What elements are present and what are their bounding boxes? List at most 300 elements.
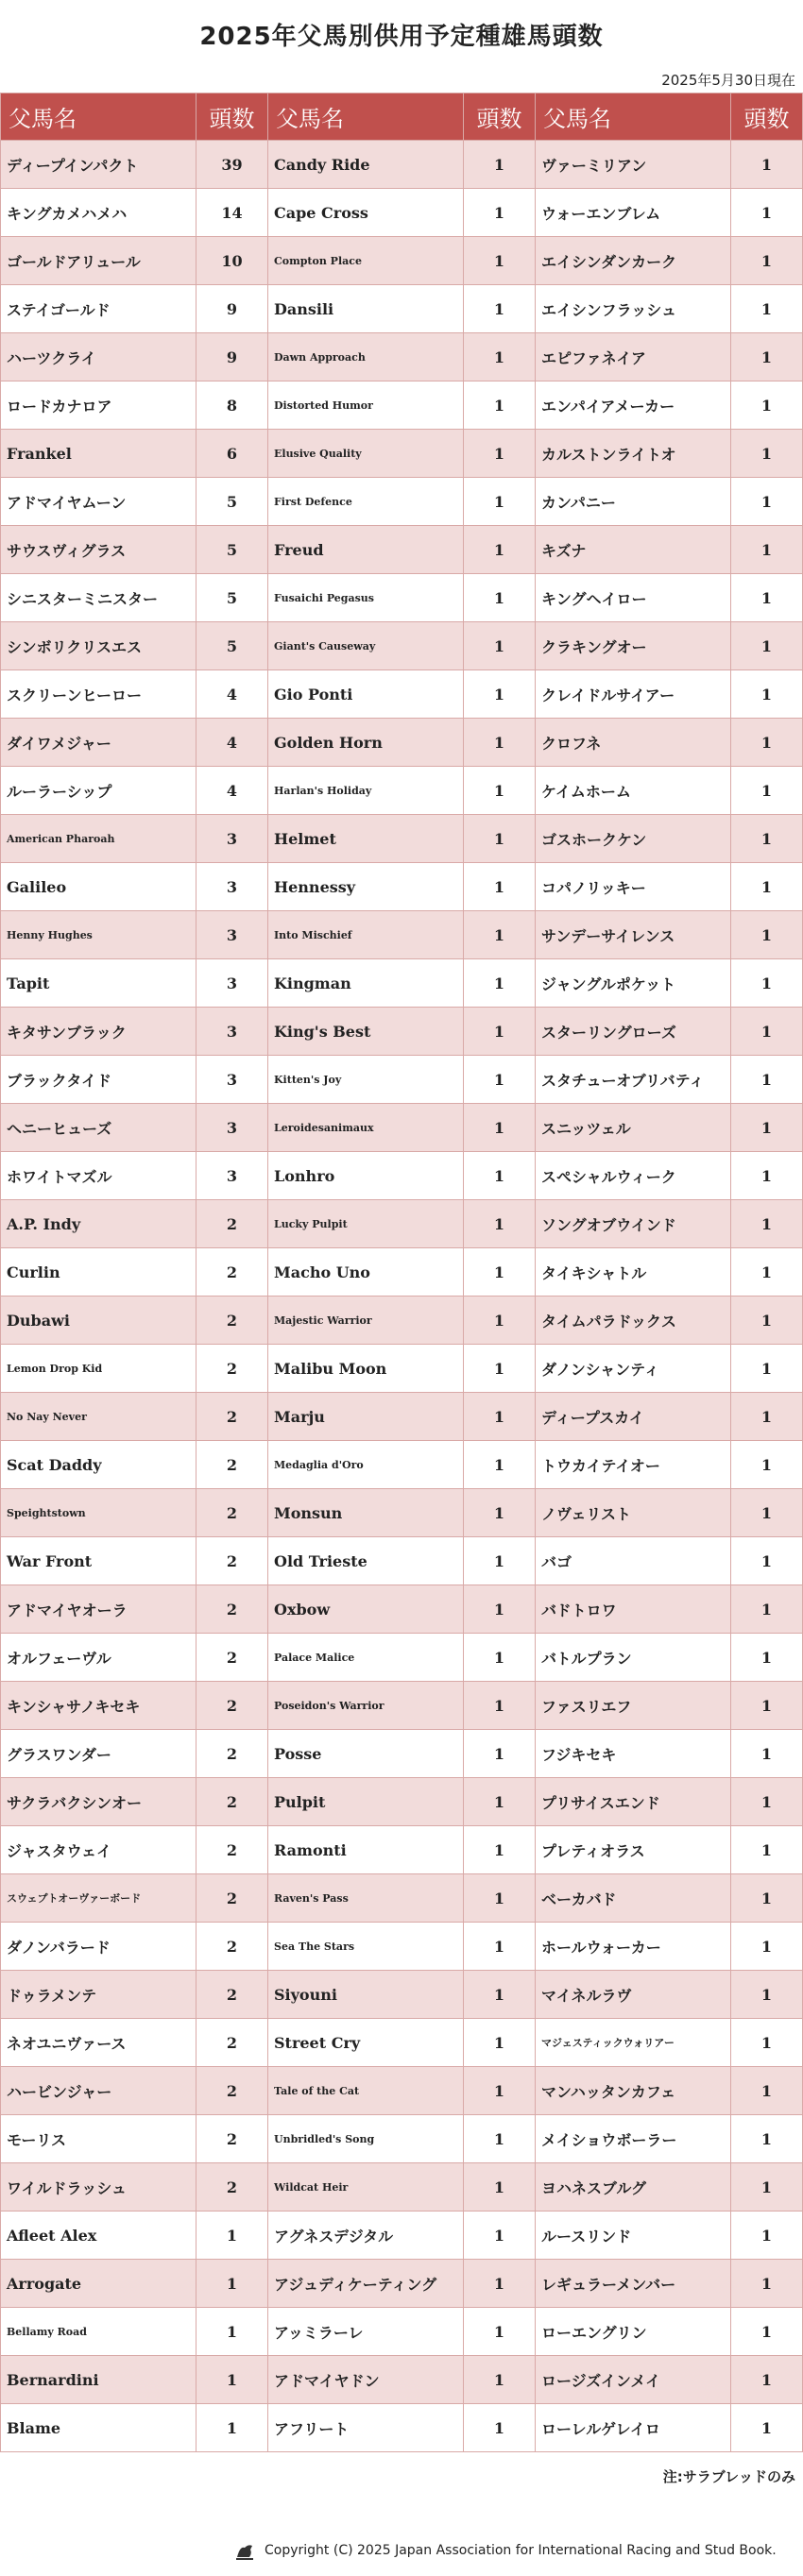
- count-cell: 1: [464, 959, 536, 1008]
- table-row: [1, 1730, 803, 1778]
- sire-name-cell: Tale of the Cat: [268, 2067, 464, 2115]
- table-row: [1, 237, 803, 285]
- sire-name-cell: Arrogate: [1, 2260, 196, 2308]
- sire-name-cell: キズナ: [536, 526, 731, 574]
- count-cell: 8: [196, 381, 268, 430]
- count-cell: 2: [196, 2067, 268, 2115]
- sire-name-cell: Unbridled's Song: [268, 2115, 464, 2163]
- count-cell: 1: [731, 1585, 803, 1634]
- sire-name-cell: Sea The Stars: [268, 1923, 464, 1971]
- count-cell: 1: [731, 2308, 803, 2356]
- table-row: [1, 141, 803, 189]
- sire-name-cell: ダイワメジャー: [1, 719, 196, 767]
- sire-name-cell: Kingman: [268, 959, 464, 1008]
- count-cell: 2: [196, 1778, 268, 1826]
- count-cell: 5: [196, 526, 268, 574]
- table-row: [1, 1296, 803, 1345]
- table-row: [1, 1971, 803, 2019]
- sire-name-cell: Freud: [268, 526, 464, 574]
- table-row: [1, 430, 803, 478]
- table-row: [1, 1345, 803, 1393]
- count-cell: 1: [464, 2260, 536, 2308]
- sire-name-cell: ディープインパクト: [1, 141, 196, 189]
- count-cell: 1: [464, 1008, 536, 1056]
- sire-name-cell: ハービンジャー: [1, 2067, 196, 2115]
- count-cell: 1: [464, 1104, 536, 1152]
- sire-name-cell: ゴスホークケン: [536, 815, 731, 863]
- table-row: [1, 863, 803, 911]
- count-cell: 1: [731, 1056, 803, 1104]
- sire-name-cell: American Pharoah: [1, 815, 196, 863]
- count-cell: 2: [196, 1874, 268, 1923]
- count-cell: 1: [196, 2212, 268, 2260]
- count-cell: 1: [731, 1393, 803, 1441]
- sire-name-cell: Macho Uno: [268, 1248, 464, 1296]
- sire-name-cell: キングカメハメハ: [1, 189, 196, 237]
- sire-name-cell: Galileo: [1, 863, 196, 911]
- sire-name-cell: キンシャサノキセキ: [1, 1682, 196, 1730]
- table-row: [1, 381, 803, 430]
- count-cell: 3: [196, 863, 268, 911]
- count-cell: 1: [731, 1296, 803, 1345]
- count-cell: 14: [196, 189, 268, 237]
- sire-name-cell: ローエングリン: [536, 2308, 731, 2356]
- count-cell: 4: [196, 670, 268, 719]
- count-cell: 3: [196, 1152, 268, 1200]
- sire-name-cell: スペシャルウィーク: [536, 1152, 731, 1200]
- sire-name-cell: Raven's Pass: [268, 1874, 464, 1923]
- sire-name-cell: Lucky Pulpit: [268, 1200, 464, 1248]
- sire-name-cell: Blame: [1, 2404, 196, 2452]
- table-row: [1, 285, 803, 333]
- count-cell: 10: [196, 237, 268, 285]
- count-cell: 1: [196, 2308, 268, 2356]
- count-cell: 1: [464, 189, 536, 237]
- count-cell: 1: [731, 1248, 803, 1296]
- count-cell: 1: [196, 2356, 268, 2404]
- sire-name-cell: ハーツクライ: [1, 333, 196, 381]
- footer: [234, 2540, 777, 2561]
- table-row: [1, 1056, 803, 1104]
- count-cell: 1: [731, 815, 803, 863]
- sire-name-cell: ヴァーミリアン: [536, 141, 731, 189]
- header-sire-name-3: 父馬名: [536, 93, 731, 141]
- sire-name-cell: First Defence: [268, 478, 464, 526]
- count-cell: 5: [196, 574, 268, 622]
- sire-name-cell: Siyouni: [268, 1971, 464, 2019]
- jairs-logo-icon: [234, 2540, 255, 2561]
- count-cell: 1: [731, 863, 803, 911]
- table-row: [1, 959, 803, 1008]
- sire-name-cell: フジキセキ: [536, 1730, 731, 1778]
- count-cell: 1: [464, 1826, 536, 1874]
- count-cell: 1: [731, 670, 803, 719]
- count-cell: 2: [196, 1971, 268, 2019]
- count-cell: 1: [731, 2115, 803, 2163]
- sire-name-cell: シンボリクリスエス: [1, 622, 196, 670]
- sire-name-cell: Harlan's Holiday: [268, 767, 464, 815]
- count-cell: 1: [464, 1152, 536, 1200]
- count-cell: 1: [731, 1730, 803, 1778]
- sire-name-cell: Monsun: [268, 1489, 464, 1537]
- count-cell: 1: [464, 863, 536, 911]
- sire-name-cell: マンハッタンカフェ: [536, 2067, 731, 2115]
- count-cell: 1: [464, 1585, 536, 1634]
- count-cell: 1: [464, 333, 536, 381]
- count-cell: 1: [731, 1778, 803, 1826]
- sire-name-cell: エイシンダンカーク: [536, 237, 731, 285]
- table-row: [1, 2067, 803, 2115]
- table-row: [1, 622, 803, 670]
- count-cell: 1: [464, 1393, 536, 1441]
- sire-name-cell: Street Cry: [268, 2019, 464, 2067]
- table-row: [1, 1152, 803, 1200]
- count-cell: 1: [464, 1489, 536, 1537]
- sire-name-cell: トウカイテイオー: [536, 1441, 731, 1489]
- count-cell: 1: [731, 2212, 803, 2260]
- count-cell: 3: [196, 911, 268, 959]
- count-cell: 1: [731, 189, 803, 237]
- count-cell: 2: [196, 1441, 268, 1489]
- sire-name-cell: キングヘイロー: [536, 574, 731, 622]
- table-row: [1, 911, 803, 959]
- count-cell: 1: [464, 430, 536, 478]
- sire-name-cell: タイキシャトル: [536, 1248, 731, 1296]
- sire-name-cell: Henny Hughes: [1, 911, 196, 959]
- table-row: [1, 1489, 803, 1537]
- count-cell: 1: [731, 2163, 803, 2212]
- count-cell: 1: [464, 1200, 536, 1248]
- count-cell: 1: [464, 1537, 536, 1585]
- copyright-text: Copyright (C) 2025 Japan Association for International Racing and Stud Book.: [265, 2543, 777, 2558]
- table-row: [1, 1826, 803, 1874]
- count-cell: 1: [731, 1971, 803, 2019]
- table-row: [1, 2308, 803, 2356]
- table-row: [1, 1248, 803, 1296]
- sire-name-cell: クラキングオー: [536, 622, 731, 670]
- header-count-3: 頭数: [731, 93, 803, 141]
- count-cell: 1: [464, 767, 536, 815]
- count-cell: 1: [464, 2356, 536, 2404]
- sire-name-cell: King's Best: [268, 1008, 464, 1056]
- sire-name-cell: ベーカバド: [536, 1874, 731, 1923]
- sire-name-cell: Bernardini: [1, 2356, 196, 2404]
- sire-name-cell: Hennessy: [268, 863, 464, 911]
- count-cell: 1: [731, 237, 803, 285]
- sire-name-cell: カンパニー: [536, 478, 731, 526]
- sire-name-cell: Cape Cross: [268, 189, 464, 237]
- count-cell: 1: [464, 2019, 536, 2067]
- sire-name-cell: アドマイヤドン: [268, 2356, 464, 2404]
- sire-name-cell: Marju: [268, 1393, 464, 1441]
- sire-name-cell: バトルプラン: [536, 1634, 731, 1682]
- sire-name-cell: Into Mischief: [268, 911, 464, 959]
- sire-name-cell: Medaglia d'Oro: [268, 1441, 464, 1489]
- count-cell: 9: [196, 333, 268, 381]
- header-count-1: 頭数: [196, 93, 268, 141]
- table-row: [1, 526, 803, 574]
- count-cell: 1: [731, 2404, 803, 2452]
- table-row: [1, 189, 803, 237]
- sire-name-cell: Giant's Causeway: [268, 622, 464, 670]
- sire-name-cell: Helmet: [268, 815, 464, 863]
- sire-name-cell: サクラバクシンオー: [1, 1778, 196, 1826]
- table-row: [1, 719, 803, 767]
- count-cell: 1: [731, 1874, 803, 1923]
- sire-name-cell: ジャングルポケット: [536, 959, 731, 1008]
- count-cell: 1: [464, 670, 536, 719]
- sire-name-cell: Leroidesanimaux: [268, 1104, 464, 1152]
- table-row: [1, 2356, 803, 2404]
- table-row: [1, 1778, 803, 1826]
- sire-name-cell: コパノリッキー: [536, 863, 731, 911]
- table-row: [1, 1682, 803, 1730]
- count-cell: 1: [464, 1778, 536, 1826]
- table-row: [1, 1634, 803, 1682]
- count-cell: 1: [464, 719, 536, 767]
- sire-name-cell: グラスワンダー: [1, 1730, 196, 1778]
- count-cell: 1: [731, 430, 803, 478]
- table-row: [1, 1441, 803, 1489]
- sire-name-cell: Scat Daddy: [1, 1441, 196, 1489]
- sire-name-cell: ダノンシャンティ: [536, 1345, 731, 1393]
- table-row: [1, 1874, 803, 1923]
- table-body: [1, 141, 803, 2452]
- count-cell: 1: [731, 1826, 803, 1874]
- count-cell: 1: [464, 1923, 536, 1971]
- sire-name-cell: Gio Ponti: [268, 670, 464, 719]
- count-cell: 2: [196, 1634, 268, 1682]
- sire-name-cell: ソングオブウインド: [536, 1200, 731, 1248]
- header-count-2: 頭数: [464, 93, 536, 141]
- count-cell: 2: [196, 1585, 268, 1634]
- count-cell: 1: [464, 2212, 536, 2260]
- sire-name-cell: Palace Malice: [268, 1634, 464, 1682]
- sire-name-cell: バドトロワ: [536, 1585, 731, 1634]
- sire-name-cell: Curlin: [1, 1248, 196, 1296]
- count-cell: 1: [731, 1008, 803, 1056]
- count-cell: 2: [196, 1393, 268, 1441]
- count-cell: 1: [464, 478, 536, 526]
- count-cell: 1: [731, 911, 803, 959]
- sire-name-cell: プリサイスエンド: [536, 1778, 731, 1826]
- sire-name-cell: エイシンフラッシュ: [536, 285, 731, 333]
- table-row: [1, 478, 803, 526]
- sire-name-cell: シニスターミニスター: [1, 574, 196, 622]
- sire-name-cell: A.P. Indy: [1, 1200, 196, 1248]
- sire-name-cell: No Nay Never: [1, 1393, 196, 1441]
- count-cell: 1: [464, 1441, 536, 1489]
- sire-name-cell: Elusive Quality: [268, 430, 464, 478]
- count-cell: 1: [731, 1345, 803, 1393]
- count-cell: 1: [464, 1248, 536, 1296]
- sire-name-cell: ディープスカイ: [536, 1393, 731, 1441]
- sire-name-cell: スクリーンヒーロー: [1, 670, 196, 719]
- sire-name-cell: Malibu Moon: [268, 1345, 464, 1393]
- count-cell: 4: [196, 719, 268, 767]
- count-cell: 1: [464, 1730, 536, 1778]
- count-cell: 1: [464, 622, 536, 670]
- count-cell: 2: [196, 1537, 268, 1585]
- count-cell: 2: [196, 1682, 268, 1730]
- sire-name-cell: Dawn Approach: [268, 333, 464, 381]
- sire-name-cell: アフリート: [268, 2404, 464, 2452]
- count-cell: 1: [464, 1056, 536, 1104]
- sire-name-cell: レギュラーメンバー: [536, 2260, 731, 2308]
- count-cell: 1: [464, 237, 536, 285]
- sire-name-cell: Lonhro: [268, 1152, 464, 1200]
- count-cell: 39: [196, 141, 268, 189]
- sire-name-cell: ネオユニヴァース: [1, 2019, 196, 2067]
- count-cell: 1: [731, 2356, 803, 2404]
- count-cell: 1: [731, 141, 803, 189]
- count-cell: 1: [731, 478, 803, 526]
- count-cell: 1: [731, 2019, 803, 2067]
- sire-name-cell: プレティオラス: [536, 1826, 731, 1874]
- count-cell: 1: [464, 526, 536, 574]
- count-cell: 6: [196, 430, 268, 478]
- table-row: [1, 2260, 803, 2308]
- count-cell: 1: [464, 2115, 536, 2163]
- sire-name-cell: Candy Ride: [268, 141, 464, 189]
- count-cell: 1: [464, 1971, 536, 2019]
- count-cell: 1: [731, 1634, 803, 1682]
- sire-name-cell: Golden Horn: [268, 719, 464, 767]
- count-cell: 1: [731, 1489, 803, 1537]
- sire-name-cell: Pulpit: [268, 1778, 464, 1826]
- sire-name-cell: Afleet Alex: [1, 2212, 196, 2260]
- count-cell: 1: [731, 2260, 803, 2308]
- count-cell: 1: [196, 2404, 268, 2452]
- count-cell: 1: [731, 1104, 803, 1152]
- count-cell: 2: [196, 1200, 268, 1248]
- sire-name-cell: Bellamy Road: [1, 2308, 196, 2356]
- sire-name-cell: Kitten's Joy: [268, 1056, 464, 1104]
- sire-name-cell: アグネスデジタル: [268, 2212, 464, 2260]
- sire-name-cell: Speightstown: [1, 1489, 196, 1537]
- sire-name-cell: ホールウォーカー: [536, 1923, 731, 1971]
- count-cell: 1: [464, 285, 536, 333]
- table-header-row: [1, 93, 803, 141]
- sire-name-cell: ダノンバラード: [1, 1923, 196, 1971]
- sire-name-cell: ロージズインメイ: [536, 2356, 731, 2404]
- count-cell: 1: [464, 2163, 536, 2212]
- table-row: [1, 2212, 803, 2260]
- footnote: 注:サラブレッドのみ: [662, 2468, 795, 2485]
- count-cell: 2: [196, 1296, 268, 1345]
- sire-name-cell: ロードカナロア: [1, 381, 196, 430]
- table-row: [1, 1923, 803, 1971]
- count-cell: 1: [464, 1682, 536, 1730]
- sire-name-cell: ワイルドラッシュ: [1, 2163, 196, 2212]
- count-cell: 1: [731, 285, 803, 333]
- count-cell: 1: [464, 2067, 536, 2115]
- sire-name-cell: Dansili: [268, 285, 464, 333]
- sire-name-cell: サンデーサイレンス: [536, 911, 731, 959]
- count-cell: 1: [731, 959, 803, 1008]
- header-sire-name-1: 父馬名: [1, 93, 196, 141]
- sire-name-cell: スターリングローズ: [536, 1008, 731, 1056]
- table-row: [1, 1585, 803, 1634]
- sire-name-cell: アドマイヤムーン: [1, 478, 196, 526]
- sire-name-cell: アッミラーレ: [268, 2308, 464, 2356]
- count-cell: 2: [196, 1923, 268, 1971]
- sire-table: [0, 93, 803, 2452]
- count-cell: 3: [196, 1104, 268, 1152]
- count-cell: 2: [196, 1489, 268, 1537]
- sire-name-cell: War Front: [1, 1537, 196, 1585]
- sire-name-cell: Dubawi: [1, 1296, 196, 1345]
- sire-name-cell: ノヴェリスト: [536, 1489, 731, 1537]
- count-cell: 3: [196, 815, 268, 863]
- sire-name-cell: ジャスタウェイ: [1, 1826, 196, 1874]
- table-row: [1, 333, 803, 381]
- sire-name-cell: Ramonti: [268, 1826, 464, 1874]
- count-cell: 1: [464, 2404, 536, 2452]
- sire-name-cell: ローレルゲレイロ: [536, 2404, 731, 2452]
- sire-name-cell: Fusaichi Pegasus: [268, 574, 464, 622]
- sire-name-cell: ステイゴールド: [1, 285, 196, 333]
- count-cell: 4: [196, 767, 268, 815]
- count-cell: 2: [196, 1826, 268, 1874]
- count-cell: 3: [196, 959, 268, 1008]
- sire-name-cell: クレイドルサイアー: [536, 670, 731, 719]
- count-cell: 1: [464, 1296, 536, 1345]
- table-row: [1, 1393, 803, 1441]
- count-cell: 1: [731, 719, 803, 767]
- sire-name-cell: Tapit: [1, 959, 196, 1008]
- count-cell: 9: [196, 285, 268, 333]
- sire-name-cell: エピファネイア: [536, 333, 731, 381]
- table-row: [1, 2019, 803, 2067]
- count-cell: 3: [196, 1056, 268, 1104]
- count-cell: 3: [196, 1008, 268, 1056]
- count-cell: 1: [464, 2308, 536, 2356]
- sire-name-cell: カルストンライトオ: [536, 430, 731, 478]
- sire-name-cell: アドマイヤオーラ: [1, 1585, 196, 1634]
- table-row: [1, 1200, 803, 1248]
- count-cell: 1: [731, 1537, 803, 1585]
- count-cell: 1: [464, 574, 536, 622]
- count-cell: 1: [731, 1923, 803, 1971]
- sire-name-cell: ヘニーヒューズ: [1, 1104, 196, 1152]
- count-cell: 5: [196, 622, 268, 670]
- count-cell: 1: [464, 1345, 536, 1393]
- count-cell: 2: [196, 1730, 268, 1778]
- table-row: [1, 574, 803, 622]
- count-cell: 1: [464, 141, 536, 189]
- sire-name-cell: メイショウボーラー: [536, 2115, 731, 2163]
- sire-name-cell: ブラックタイド: [1, 1056, 196, 1104]
- count-cell: 1: [731, 574, 803, 622]
- sire-name-cell: モーリス: [1, 2115, 196, 2163]
- as-of-date: 2025年5月30日現在: [661, 72, 795, 89]
- count-cell: 1: [464, 1874, 536, 1923]
- table-row: [1, 2115, 803, 2163]
- count-cell: 2: [196, 2163, 268, 2212]
- count-cell: 2: [196, 1248, 268, 1296]
- count-cell: 1: [731, 767, 803, 815]
- count-cell: 5: [196, 478, 268, 526]
- sire-name-cell: Poseidon's Warrior: [268, 1682, 464, 1730]
- count-cell: 1: [464, 381, 536, 430]
- count-cell: 2: [196, 2019, 268, 2067]
- sire-name-cell: アジュディケーティング: [268, 2260, 464, 2308]
- sire-name-cell: Frankel: [1, 430, 196, 478]
- count-cell: 1: [731, 1152, 803, 1200]
- table-row: [1, 1537, 803, 1585]
- sire-name-cell: オルフェーヴル: [1, 1634, 196, 1682]
